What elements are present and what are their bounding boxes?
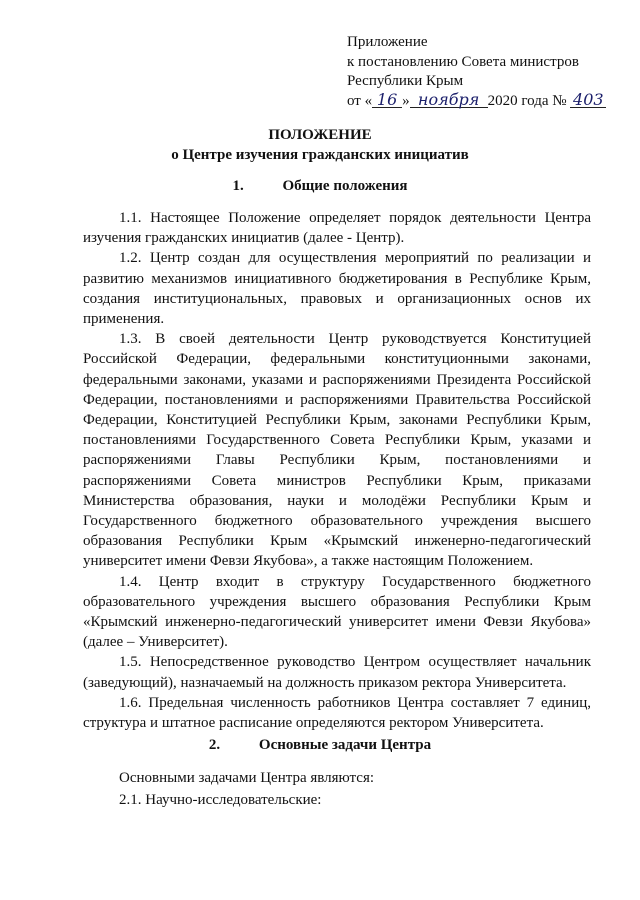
paragraph-1-6: 1.6. Предельная численность работников Центра составляет 7 единиц, структура и штатное расписание определяются ректором Университета. — [83, 694, 591, 732]
paragraph-1-5: 1.5. Непосредственное руководство Центром осуществляет начальник (заведующий), назначаемый на должность приказом ректора Университета. — [83, 654, 591, 691]
section-1-body — [83, 208, 591, 733]
appendix-date-line — [347, 89, 627, 112]
item-2-1: 2.1. Научно-исследовательские: — [119, 792, 322, 809]
section-2-title: Основные задачи Центра — [258, 737, 432, 753]
paragraph-1-1: 1.1. Настоящее Положение определяет порядок деятельности Центра изучения гражданских инициатив (далее - Центр). — [83, 210, 591, 247]
date-day-handwritten: 16 — [372, 92, 402, 108]
section-2-body — [83, 768, 591, 810]
section-2-number: 2. — [208, 737, 221, 753]
date-mid: » — [402, 92, 410, 109]
section-1-number: 1. — [232, 178, 244, 194]
appendix-resolution-ref: к постановлению Совета министров — [347, 53, 579, 70]
paragraph-1-3: 1.3. В своей деятельности Центр руководствуется Конституцией Российской Федерации, федеральными конституционными законами, федеральными законами, указами и распоряжениями Президента Российской Федерации, постановлениями и распоряжениями Правительства Российской Федерации, Конституцией Республики Крым, законами Республики Крым, постановлениями Государственного Совета Республики Крым, указами и распоряжениями Главы Республики Крым, постановлениями и распоряжениями Совета министров Республики Крым, приказами Министерства образования, науки и молодёжи Республики Крым и Государственного бюджетного образовательного учреждения высшего образования Республики Крым «Крымский инженерно-педагогический университет имени Февзи Якубова», а также настоящим Положением. — [83, 331, 591, 570]
section-1-title: Общие положения — [282, 178, 408, 194]
paragraph-1-4: 1.4. Центр входит в структуру Государственного бюджетного образовательного учреждения высшего образования Республики Крым «Крымский инженерно-педагогический университет имени Февзи Якубова» (далее – Университет). — [83, 573, 591, 651]
appendix-header — [347, 33, 627, 111]
paragraph-1-2: 1.2. Центр создан для осуществления мероприятий по реализации и развитию механизмов инициативного бюджетирования в Республике Крым, создания институциональных, правовых и организационных основ их применения. — [83, 250, 591, 328]
section-2-heading — [0, 735, 640, 755]
title-main: ПОЛОЖЕНИЕ — [268, 127, 372, 143]
appendix-republic: Республики Крым — [347, 73, 464, 89]
date-month-handwritten: ноября — [410, 92, 488, 108]
date-prefix: от « — [347, 92, 373, 109]
doc-number-handwritten: 403 — [570, 92, 606, 108]
section-1-heading — [0, 176, 640, 196]
document-title — [0, 125, 640, 165]
section-2-intro: Основными задачами Центра являются: — [119, 770, 375, 786]
title-subject: о Центре изучения гражданских инициатив — [171, 147, 469, 163]
date-year: 2020 года № — [487, 92, 567, 109]
appendix-label: Приложение — [347, 34, 428, 50]
